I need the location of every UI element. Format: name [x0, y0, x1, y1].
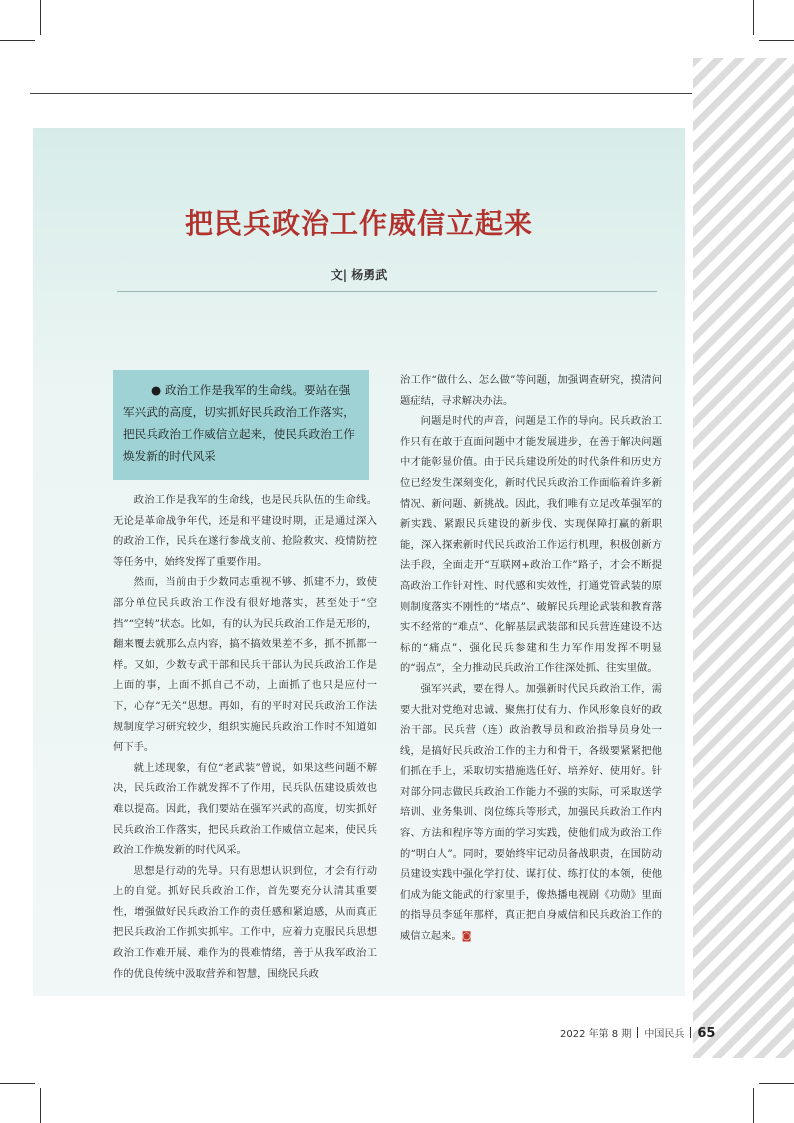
paragraph: 然而，当前由于少数同志重视不够、抓建不力，致使部分单位民兵政治工作没有很好地落实，甚至处于“空挡”“空转”状态。比如，有的认为民兵政治工作是无形的，翻来覆去就那么点内容，搞不搞效果差不多，抓不抓都一样。又如，少数专武干部和民兵干部认为民兵政治工作是上面的事，上面不抓自己不动，上面抓了也只是应付一下，心存“无关”思想。再如，有的平时对民兵政治工作法规制度学习研究较少，组织实施民兵政治工作时不知道如何下手。	[113, 576, 377, 754]
paragraph	[400, 679, 662, 948]
paragraph-text: 强军兴武，要在得人。加强新时代民兵政治工作，需要大批对党绝对忠诚、聚焦打仗有力、作风形象良好的政治干部。民兵营（连）政治教导员和政治指导员身处一线，是搞好民兵政治工作的主力和骨干，各级要紧紧把他们抓在手上，采取切实措施选任好、培养好、使用好。针对部分同志做民兵政治工作能力不强的实际，可采取送学培训、业务集训、岗位练兵等形式，加强民兵政治工作内容、方法和程序等方面的学习实践，使他们成为政治工作的“明白人”。同时，要始终牢记动员备战职责，在国防动员建设实践中强化学打仗、谋打仗、练打仗的本领，使他们成为能文能武的行家里手，像热播电视剧《功勋》里面的指导员李延年那样，真正把自身威信和民兵政治工作的威信立起来。	[400, 682, 662, 943]
byline-separator	[117, 291, 657, 292]
paragraph: 就上述现象，有位“老武装”曾说，如果这些问题不解决，民兵政治工作就发挥不了作用，民兵队伍建设质效也难以提高。因此，我们要站在强军兴武的高度，切实抓好民兵政治工作落实，把民兵政治工作威信立起来，使民兵政治工作焕发新的时代风采。	[113, 761, 377, 857]
paragraph: 思想是行动的先导。只有思想认识到位，才会有行动上的自觉。抓好民兵政治工作，首先要充分认清其重要性，增强做好民兵政治工作的责任感和紧迫感，从而真正把民兵政治工作抓实抓牢。工作中，应着力克服民兵思想政治工作难开展、难作为的畏难情绪，善于从我军政治工作的优良传统中汲取营养和智慧，围绕民兵政	[113, 864, 377, 980]
paragraph: 政治工作是我军的生命线，也是民兵队伍的生命线。无论是革命战争年代，还是和平建设时期，正是通过深入的政治工作，民兵在遂行参战支前、抢险救灾、疫情防控等任务中，始终发挥了重要作用。	[113, 494, 377, 568]
byline-divider: |	[342, 268, 352, 282]
magazine-name: 中国民兵	[644, 1029, 685, 1040]
crop-mark	[753, 1088, 754, 1123]
paragraph-continued: 治工作“做什么、怎么做”等问题，加强调查研究，摸清问题症结，寻求解决办法。	[400, 374, 662, 407]
byline-prefix: 文	[330, 268, 343, 282]
page-footer	[560, 1025, 720, 1041]
pull-quote-text: 政治工作是我军的生命线。要站在强军兴武的高度，切实抓好民兵政治工作落实，把民兵政治工作威信立起来，使民兵政治工作焕发新的时代风采	[123, 383, 355, 463]
end-mark-icon: ◙	[461, 931, 472, 943]
footer-divider	[637, 1027, 638, 1038]
body-column-left	[113, 490, 377, 984]
decorative-stripes	[693, 58, 794, 1058]
article-title: 把民兵政治工作威信立起来	[184, 207, 533, 240]
crop-mark	[40, 1088, 41, 1123]
crop-mark	[0, 1083, 35, 1084]
issue-label: 2022 年第 8 期	[560, 1029, 632, 1040]
crop-mark	[759, 40, 794, 41]
page-number: 65	[697, 1026, 716, 1041]
pull-quote	[113, 370, 369, 480]
paragraph: 问题是时代的声音，问题是工作的导向。民兵政治工作只有在敢于直面问题中才能发展进步，在善于解决问题中才能彰显价值。由于民兵建设所处的时代条件和历史方位已经发生深刻变化，新时代民兵政治工作面临着许多新情况、新问题、新挑战。因此，我们唯有立足改革强军的新实践、紧跟民兵建设的新步伐、实现保障打赢的新职能，深入探索新时代民兵政治工作运行机理，积极创新方法手段，全面走开“互联网+政治工作”路子，才会不断提高政治工作针对性、时代感和实效性，打通党管武装的原则制度落实不刚性的“堵点”、破解民兵理论武装和教育落实不经常的“难点”、化解基层武装部和民兵营连建设不达标的“痛点”、强化民兵参建和生力军作用发挥不明显的“弱点”，全力推动民兵政治工作往深处抓、往实里做。	[400, 415, 662, 675]
author-name: 杨勇武	[351, 268, 388, 282]
crop-mark	[753, 0, 754, 35]
crop-mark	[759, 1083, 794, 1084]
body-column-right	[400, 370, 662, 948]
crop-mark	[0, 40, 35, 41]
byline	[33, 266, 685, 283]
footer-divider	[690, 1027, 691, 1038]
header-rule	[30, 93, 692, 94]
crop-mark	[40, 0, 41, 35]
bullet-icon: ●	[151, 383, 162, 397]
